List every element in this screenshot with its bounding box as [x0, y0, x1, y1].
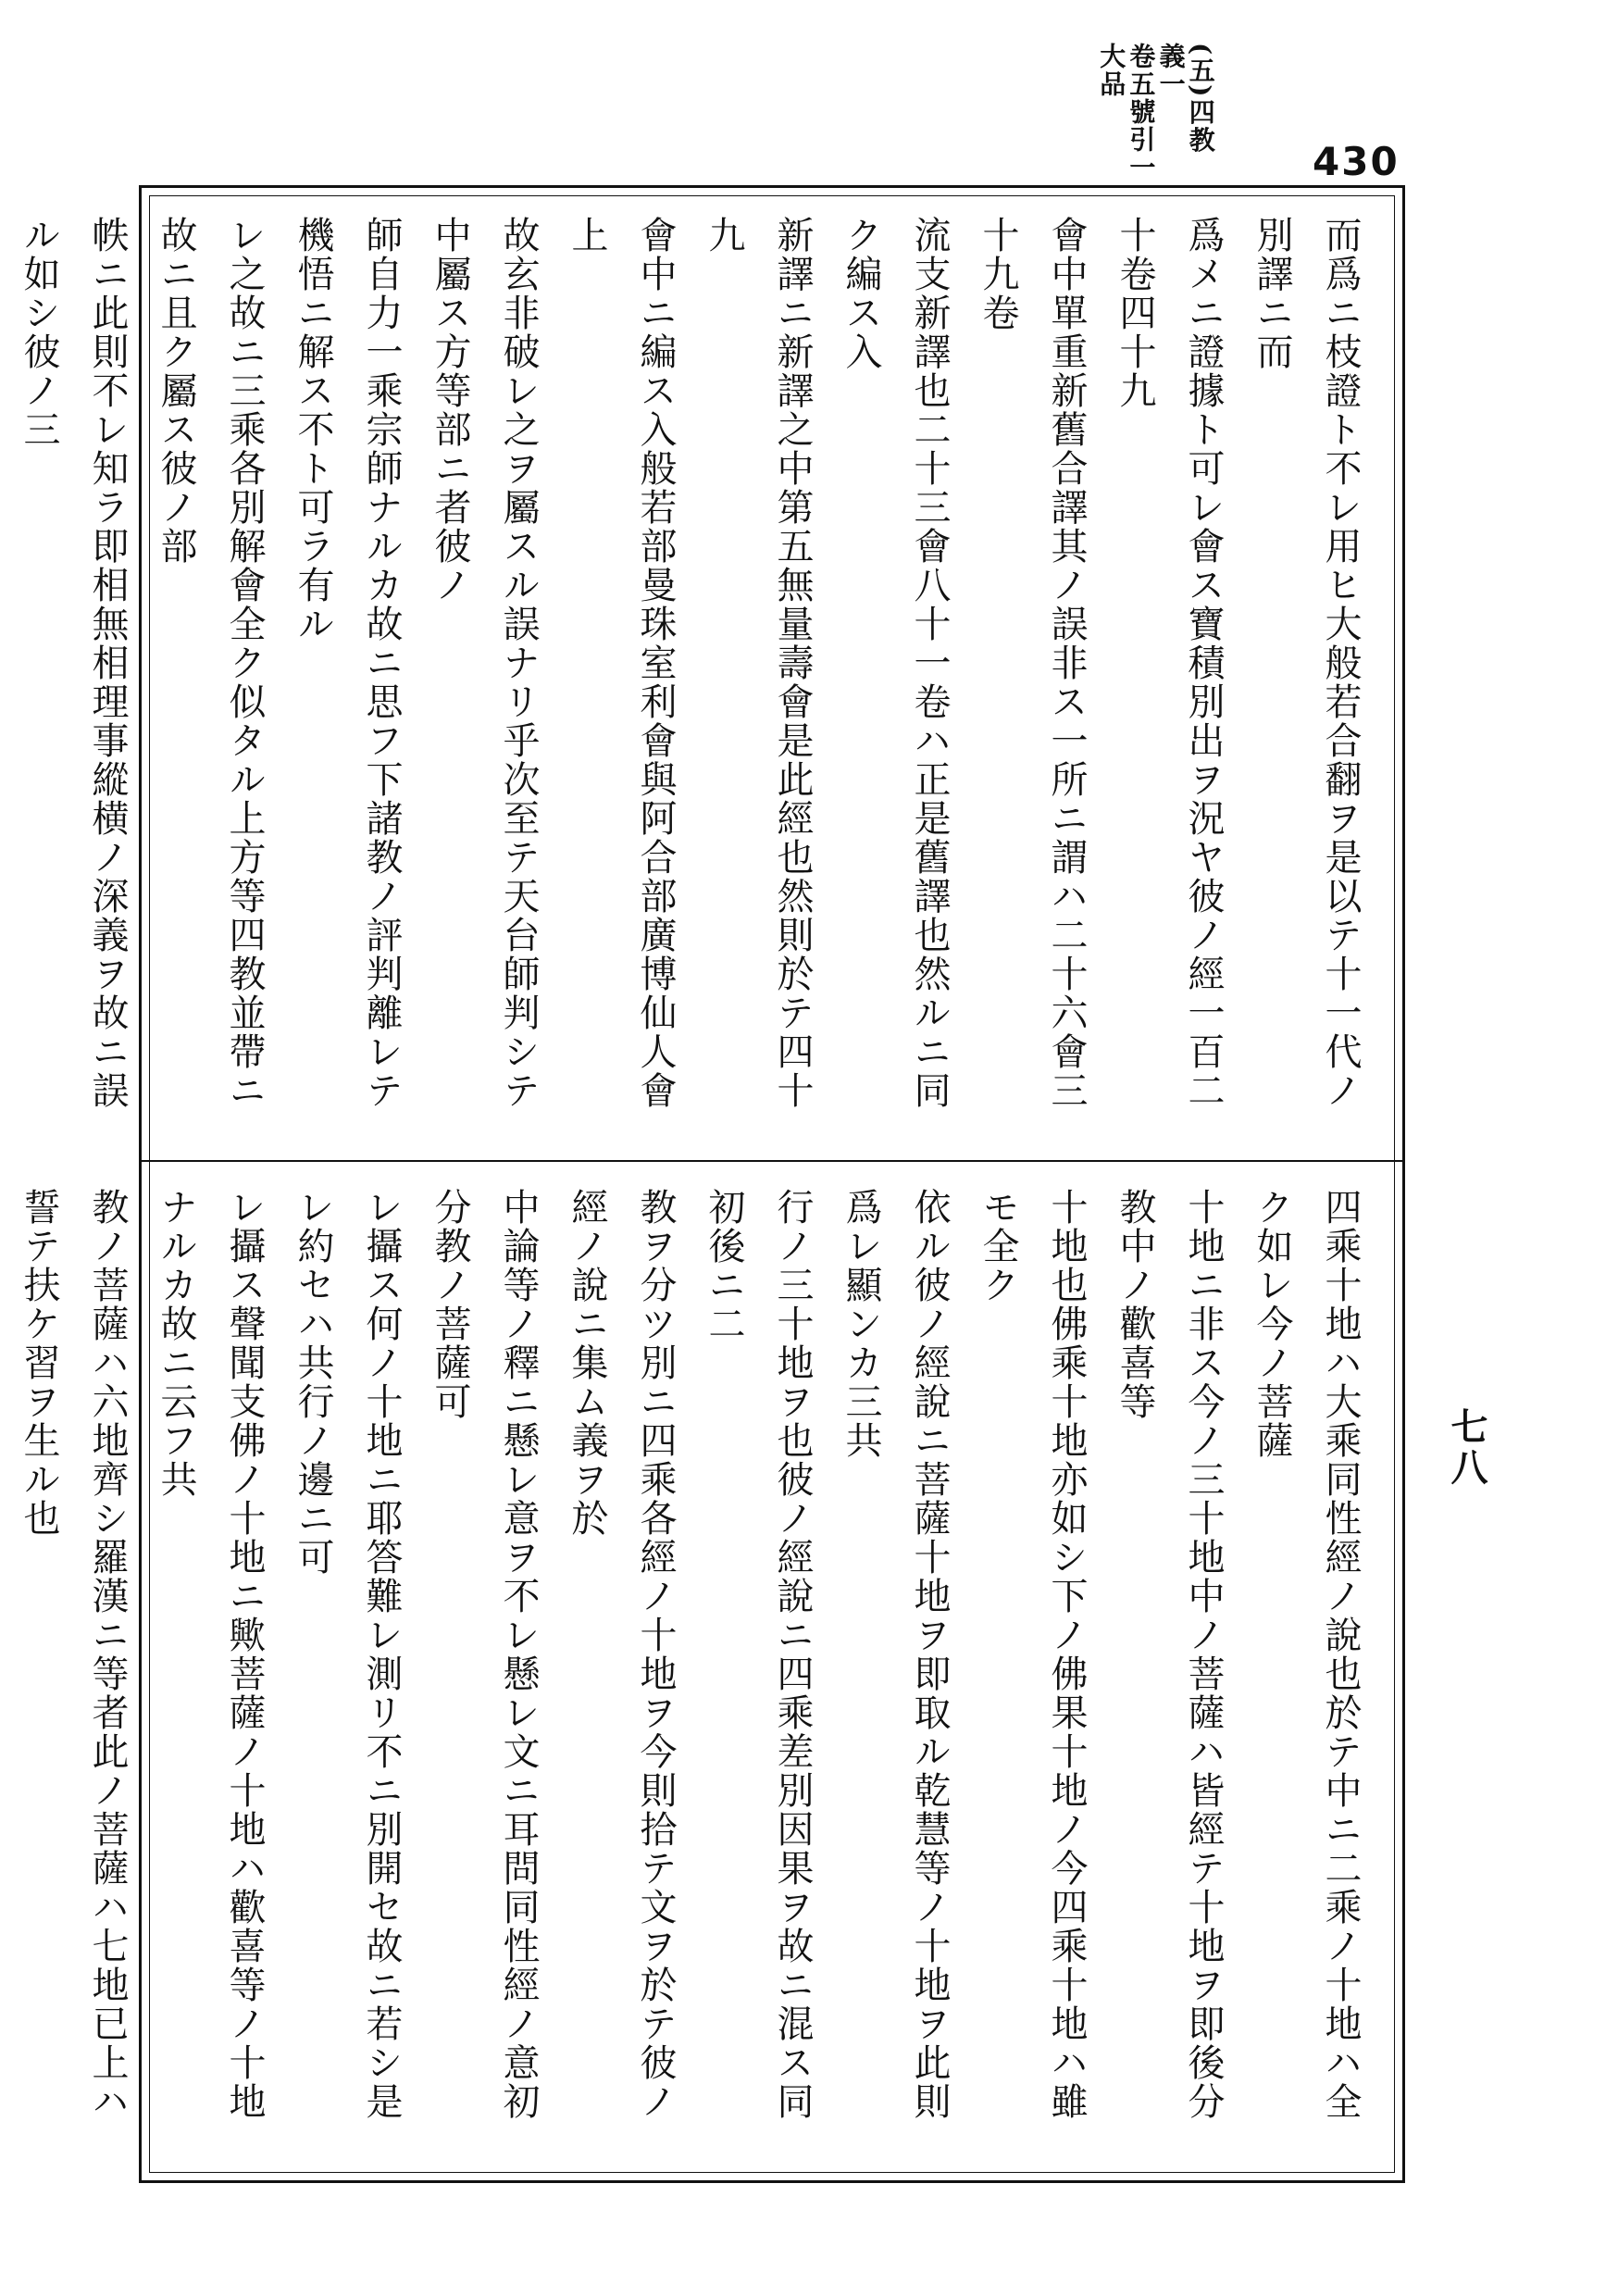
text-column: 中論等ノ釋ニ懸レ意ヲ不レ懸レ文ニ耳問同性經ノ意初分教ノ菩薩可 [429, 1188, 540, 2121]
text-column [0, 216, 5, 1132]
text-column: 故玄非破レ之ヲ屬スル誤ナリ乎次至テ天台師判シテ中屬ス方等部ニ者彼ノ [429, 216, 540, 1110]
lower-register [18, 1188, 1375, 2141]
upper-register [18, 216, 1375, 1132]
text-column: 而爲ニ枝證ト不レ用ヒ大般若合翻ヲ是以テ十一代ノ別譯ニ而 [1251, 216, 1362, 1110]
text-column: 四乘十地ハ大乘同性經ノ說也於テ中ニ二乘ノ十地ハ全ク如レ今ノ菩薩 [1251, 1188, 1362, 2121]
header-ref-line-3: 大品 [1096, 43, 1127, 98]
register-divider [142, 1160, 1402, 1162]
text-column [0, 1188, 5, 2141]
text-column: 會中單重新舊合譯其ノ誤非ス一所ニ謂ハ二十六會三十九卷 [977, 216, 1088, 1110]
text-column: 流支新譯也二十三會八十一卷ハ正是舊譯也然ルニ同ク編ス入 [840, 216, 951, 1110]
text-column: 新譯ニ新譯之中第五無量壽會是此經也然則於テ四十九 [703, 216, 814, 1110]
text-column: 帙ニ此則不レ知ラ即相無相理事縱横ノ深義ヲ故ニ誤ル如シ彼ノ三 [18, 216, 129, 1110]
text-column: 行ノ三十地ヲ也彼ノ經說ニ四乘差別因果ヲ故ニ混ス同初後ニ二 [703, 1188, 814, 2121]
text-column: 會中ニ編ス入般若部曼珠室利會與阿合部廣博仙人會上 [566, 216, 677, 1110]
text-column: レ攝ス何ノ十地ニ耶答難レ測リ不ニ別開セ故ニ若シ是レ約セハ共行ノ邊ニ可 [292, 1188, 403, 2121]
text-column: 師自力一乘宗師ナルカ故ニ思フ下諸教ノ評判離レテ機悟ニ解ス不ト可ラ有ル [292, 216, 403, 1110]
text-column: レ之故ニ三乘各別解會全ク似タル上方等四教並帶ニ故ニ且ク屬ス彼ノ部 [155, 216, 266, 1110]
header-ref-line-1: (五)四教義一 [1155, 43, 1216, 155]
text-column: 依ル彼ノ經說ニ菩薩十地ヲ即取ル乾慧等ノ十地ヲ此則爲レ顯ンカ三共 [840, 1188, 951, 2121]
text-column: 教ヲ分ツ別ニ四乘各經ノ十地ヲ今則拾テ文ヲ於テ彼ノ經ノ說ニ集ム義ヲ於 [566, 1188, 677, 2121]
text-column: レ攝ス聲聞支佛ノ十地ニ歟菩薩ノ十地ハ歡喜等ノ十地ナルカ故ニ云フ共 [155, 1188, 266, 2121]
page-frame [18, 185, 1405, 2183]
text-column: 十地也佛乘十地亦如シ下ノ佛果十地ノ今四乘十地ハ雖モ全ク [977, 1188, 1088, 2121]
header-ref-line-2: 卷五號引一 [1126, 43, 1157, 181]
side-page-number: 七八 [1445, 1407, 1488, 1489]
page-number: 430 [1313, 139, 1400, 184]
text-column: 教ノ菩薩ハ六地齊シ羅漢ニ等者此ノ菩薩ハ七地已上ハ誓テ扶ケ習ヲ生ル也 [18, 1188, 129, 2121]
text-column: 爲メニ證據ト可レ會ス寶積別出ヲ況ヤ彼ノ經一百二十卷四十九 [1114, 216, 1225, 1110]
text-column: 十地ニ非ス今ノ三十地中ノ菩薩ハ皆經テ十地ヲ即後分教中ノ歡喜等 [1114, 1188, 1225, 2121]
header-reference [1096, 43, 1215, 181]
